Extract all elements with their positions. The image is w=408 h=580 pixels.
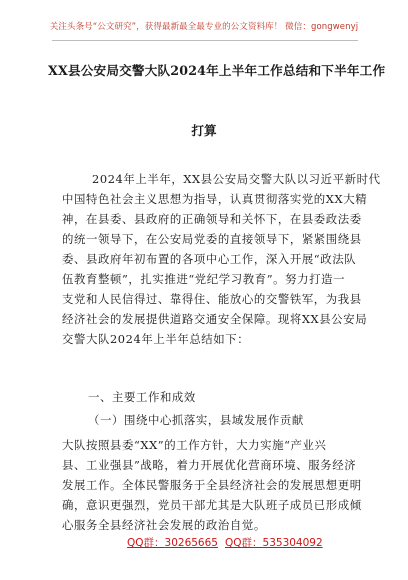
qq-group-2-label: QQ群：	[225, 537, 263, 549]
document-title-continued: 打算	[191, 123, 217, 138]
intro-paragraph	[62, 169, 381, 349]
paragraph-line: 的统一领导下，在公安局党委的直接领导下，紧紧围绕县	[62, 232, 362, 246]
subsection-heading: （一）围绕中心抓落实，县域发展作贡献	[88, 413, 304, 427]
qq-group-1	[127, 535, 218, 550]
promo-banner: 关注头条号“公文研究”，获得最新最全最专业的公文资料库！ 微信：gongwenyj	[49, 22, 359, 32]
paragraph-line: 委、县政府年初布置的各项中心工作，深入开展“政法队	[62, 252, 357, 266]
paragraph-line: 支党和人民信得过、靠得住、能放心的交警铁军，为我县	[62, 292, 362, 306]
paragraph-line: 心服务全县经济社会发展的政治自觉。	[62, 518, 266, 532]
paragraph-line: 交警大队2024年上半年总结如下：	[62, 332, 250, 346]
paragraph-line: 大队按照县委“XX”的工作方针，大力实施“产业兴	[62, 438, 327, 452]
qq-group-1-label: QQ群：	[127, 537, 165, 549]
qq-group-2-number: 535304092	[262, 537, 323, 549]
paragraph-line: 伍教育整顿”，扎实推进“党纪学习教育”。努力打造一	[62, 272, 346, 286]
paragraph-line: 中国特色社会主义思想为指导，认真贯彻落实党的XX大精	[62, 192, 368, 206]
document-title: XX县公安局交警大队2024年上半年工作总结和下半年工作	[48, 63, 386, 78]
paragraph-line: 2024年上半年，XX县公安局交警大队以习近平新时代	[92, 172, 381, 186]
section-paragraph	[62, 435, 362, 535]
paragraph-line: 发展工作。全体民警服务于全县经济社会的发展思想更明	[62, 478, 362, 492]
qq-group-2	[225, 535, 323, 550]
paragraph-line: 经济社会的发展提供道路交通安全保障。现将XX县公安局	[62, 312, 368, 326]
header-divider	[52, 40, 358, 41]
paragraph-line: 县、工业强县”战略，着力开展优化营商环境、服务经济	[62, 458, 357, 472]
section-heading: 一、主要工作和成效	[88, 390, 196, 404]
qq-group-1-number: 30265665	[164, 537, 218, 549]
paragraph-line: 确，意识更强烈，党员干部尤其是大队班子成员已形成倾	[62, 498, 362, 512]
paragraph-line: 神，在县委、县政府的正确领导和关怀下，在县委政法委	[62, 212, 362, 226]
